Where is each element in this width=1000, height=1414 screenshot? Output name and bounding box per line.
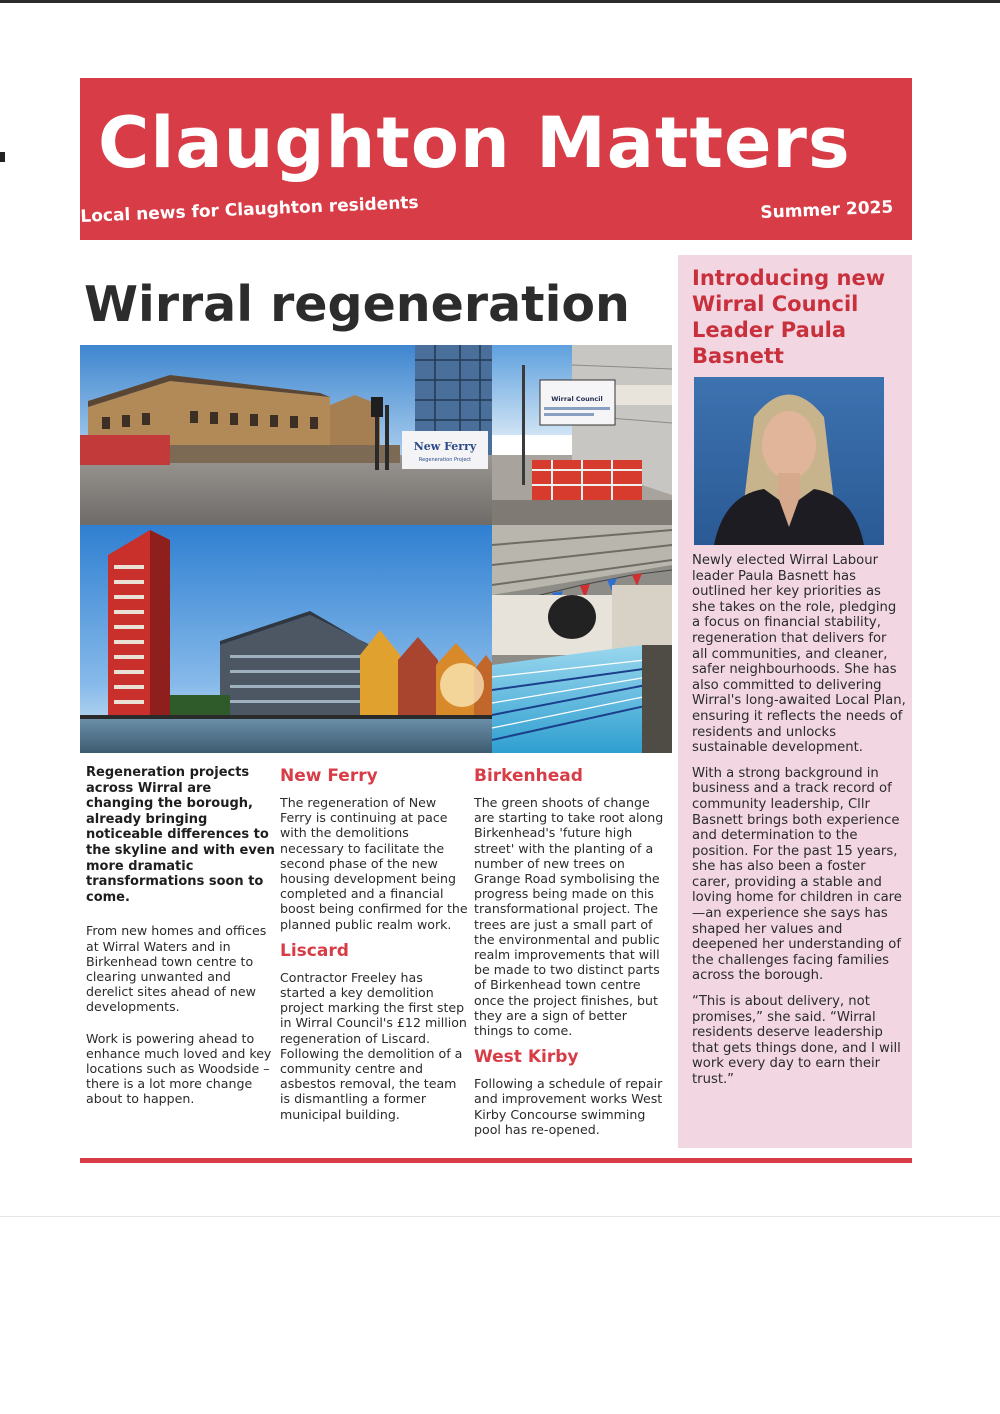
new-ferry-photo bbox=[80, 345, 492, 525]
scan-edge-top bbox=[0, 0, 1000, 3]
sidebar-paragraph: “This is about delivery, not promises,” she said. “Wirral residents deserve leadership that gets things done, and I will work every day to earn their trust.” bbox=[692, 994, 901, 1087]
article-column-3 bbox=[474, 765, 666, 1145]
section-body-liscard: Contractor Freeley has started a key demolition project marking the first step in Wirral Council's £12 million regeneration of Liscard. Following the demolition of a community centre and asbestos removal, the team is dismantling a former municipal building. bbox=[280, 969, 467, 1122]
west-kirby-pool-photo bbox=[492, 525, 672, 753]
leader-portrait-photo bbox=[694, 377, 884, 545]
scan-edge-bottom bbox=[0, 1216, 1000, 1217]
sidebar-paragraph: With a strong background in business and a track record of community leadership, Cllr Basnett brings both experience and determination to the position. For the past 15 years, she has also been a foster carer, providing a stable and loving home for children in care—an experience she says has shaped her values and deepened her understanding of the challenges facing families across the borough. bbox=[692, 765, 902, 984]
new-ferry-sign-text: New Ferry bbox=[413, 440, 477, 453]
leader-sidebar bbox=[678, 255, 912, 1148]
intro-paragraph: From new homes and offices at Wirral Waters and in Birkenhead town centre to clearing unwanted and derelict sites ahead of new developments. bbox=[86, 923, 267, 1015]
intro-paragraph: Work is powering ahead to enhance much loved and key locations such as Woodside – there is a lot more change about to happen. bbox=[86, 1030, 272, 1107]
section-heading-liscard: Liscard bbox=[280, 940, 349, 961]
masthead-tagline: Local news for Claughton residents bbox=[80, 192, 419, 227]
section-heading-west-kirby: West Kirby bbox=[474, 1047, 579, 1068]
section-body-new-ferry: The regeneration of New Ferry is continuing at pace with the demolitions necessary to facilitate the second phase of the new housing development being completed and a financial boost being confirmed for the planned public realm work. bbox=[280, 795, 468, 932]
new-ferry-sign-subtext: Regeneration Project bbox=[418, 457, 472, 463]
council-sign-text: Wirral Council bbox=[551, 395, 603, 403]
article-column-1 bbox=[86, 765, 276, 1123]
article-column-2 bbox=[280, 765, 468, 1130]
issue-date: Summer 2025 bbox=[760, 197, 894, 223]
footer-rule bbox=[80, 1158, 912, 1163]
sidebar-title: Introducing new Wirral Council Leader Paula Basnett bbox=[692, 266, 886, 368]
article-standfirst: Regeneration projects across Wirral are changing the borough, already bringing noticeable differences to the skyline and with even more dramatic transformations soon to come. bbox=[86, 765, 275, 905]
section-body-west-kirby: Following a schedule of repair and improvement works West Kirby Concourse swimming pool has re-opened. bbox=[474, 1076, 663, 1137]
wirral-council-works-photo bbox=[492, 345, 672, 525]
wirral-waters-apartments-photo bbox=[80, 525, 492, 753]
scan-mark bbox=[0, 152, 5, 162]
section-body-birkenhead: The green shoots of change are starting to take root along Birkenhead's 'future high street' with the planting of a number of new trees on Grange Road symbolising the progress being made on this transformational project. The trees are just a small part of the environmental and public realm improvements that will be made to two distinct parts of Birkenhead town centre once the project finishes, but they are a sign of better things to come. bbox=[474, 795, 664, 1039]
sidebar-paragraph: Newly elected Wirral Labour leader Paula Basnett has outlined her key priorities as she takes on the role, pledging a focus on financial stability, regeneration that delivers for all communities, and cleaner, safer neighbourhoods. She has also committed to delivering Wirral's long-awaited Local Plan, ensuring it reflects the needs of residents and unlocks sustainable development. bbox=[692, 553, 906, 756]
sidebar-body bbox=[692, 553, 906, 1098]
section-heading-birkenhead: Birkenhead bbox=[474, 766, 583, 786]
section-heading-new-ferry: New Ferry bbox=[280, 766, 378, 786]
main-headline: Wirral regeneration bbox=[84, 276, 630, 333]
masthead-title: Claughton Matters bbox=[98, 102, 851, 184]
